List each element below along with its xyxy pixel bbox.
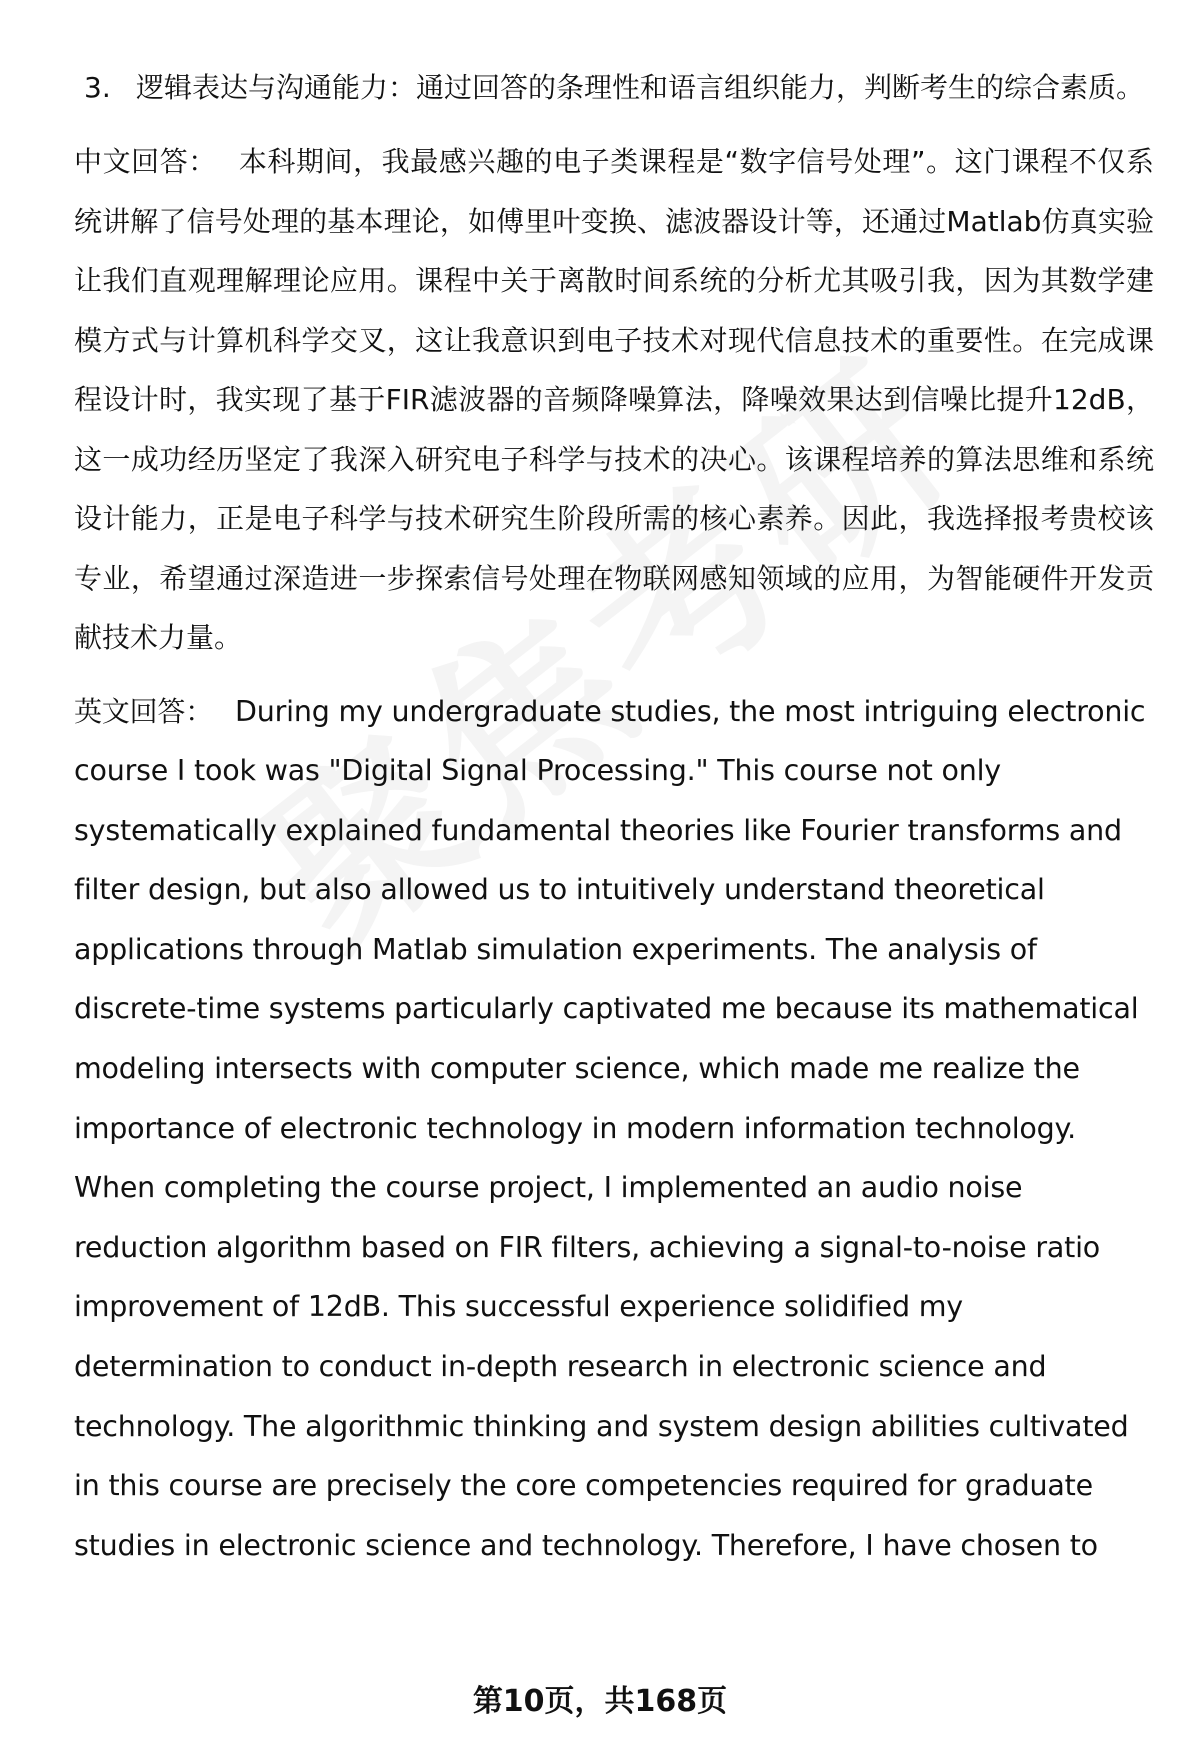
criteria-item — [84, 58, 1154, 118]
criteria-text: 逻辑表达与沟通能力：通过回答的条理性和语言组织能力，判断考生的综合素质。 — [136, 71, 1145, 104]
english-answer-paragraph — [74, 682, 1154, 1576]
page-content — [74, 58, 1154, 1575]
english-answer-text: During my undergraduate studies, the most intriguing electronic course I took was "Digital Signal Processing." This course not only systematically explained fundamental theories like Fourier transforms and filter design, but also allowed us to intuitively understand theoretical applications through Matlab simulation experiments. The analysis of discrete-time systems particularly captivated me because its mathematical modeling intersects with computer science, which made me realize the importance of electronic technology in modern information technology. When completing the course project, I implemented an audio noise reduction algorithm based on FIR filters, achieving a signal-to-noise ratio improvement of 12dB. This successful experience solidified my determination to conduct in-depth research in electronic science and technology. The algorithmic thinking and system design abilities cultivated in this course are precisely the core competencies required for graduate studies in electronic science and technology. Therefore, I have chosen to — [74, 694, 1146, 1562]
criteria-number: 3. — [84, 71, 111, 104]
english-answer-label: 英文回答： — [74, 694, 214, 728]
page-number-footer: 第10页，共168页 — [472, 1684, 728, 1719]
chinese-answer-text: 本科期间，我最感兴趣的电子类课程是“数字信号处理”。这门课程不仅系统讲解了信号处理的基本理论，如傅里叶变换、滤波器设计等，还通过Matlab仿真实验让我们直观理解理论应用。课程中关于离散时间系统的分析尤其吸引我，因为其数学建模方式与计算机科学交叉，这让我意识到电子技术对现代信息技术的重要性。在完成课程设计时，我实现了基于FIR滤波器的音频降噪算法，降噪效果达到信噪比提升12dB，这一成功经历坚定了我深入研究电子科学与技术的决心。该课程培养的算法思维和系统设计能力，正是电子科学与技术研究生阶段所需的核心素养。因此，我选择报考贵校该专业，希望通过深造进一步探索信号处理在物联网感知领域的应用，为智能硬件开发贡献技术力量。 — [74, 145, 1154, 654]
chinese-answer-label: 中文回答： — [74, 145, 217, 178]
chinese-answer-paragraph — [74, 132, 1154, 668]
